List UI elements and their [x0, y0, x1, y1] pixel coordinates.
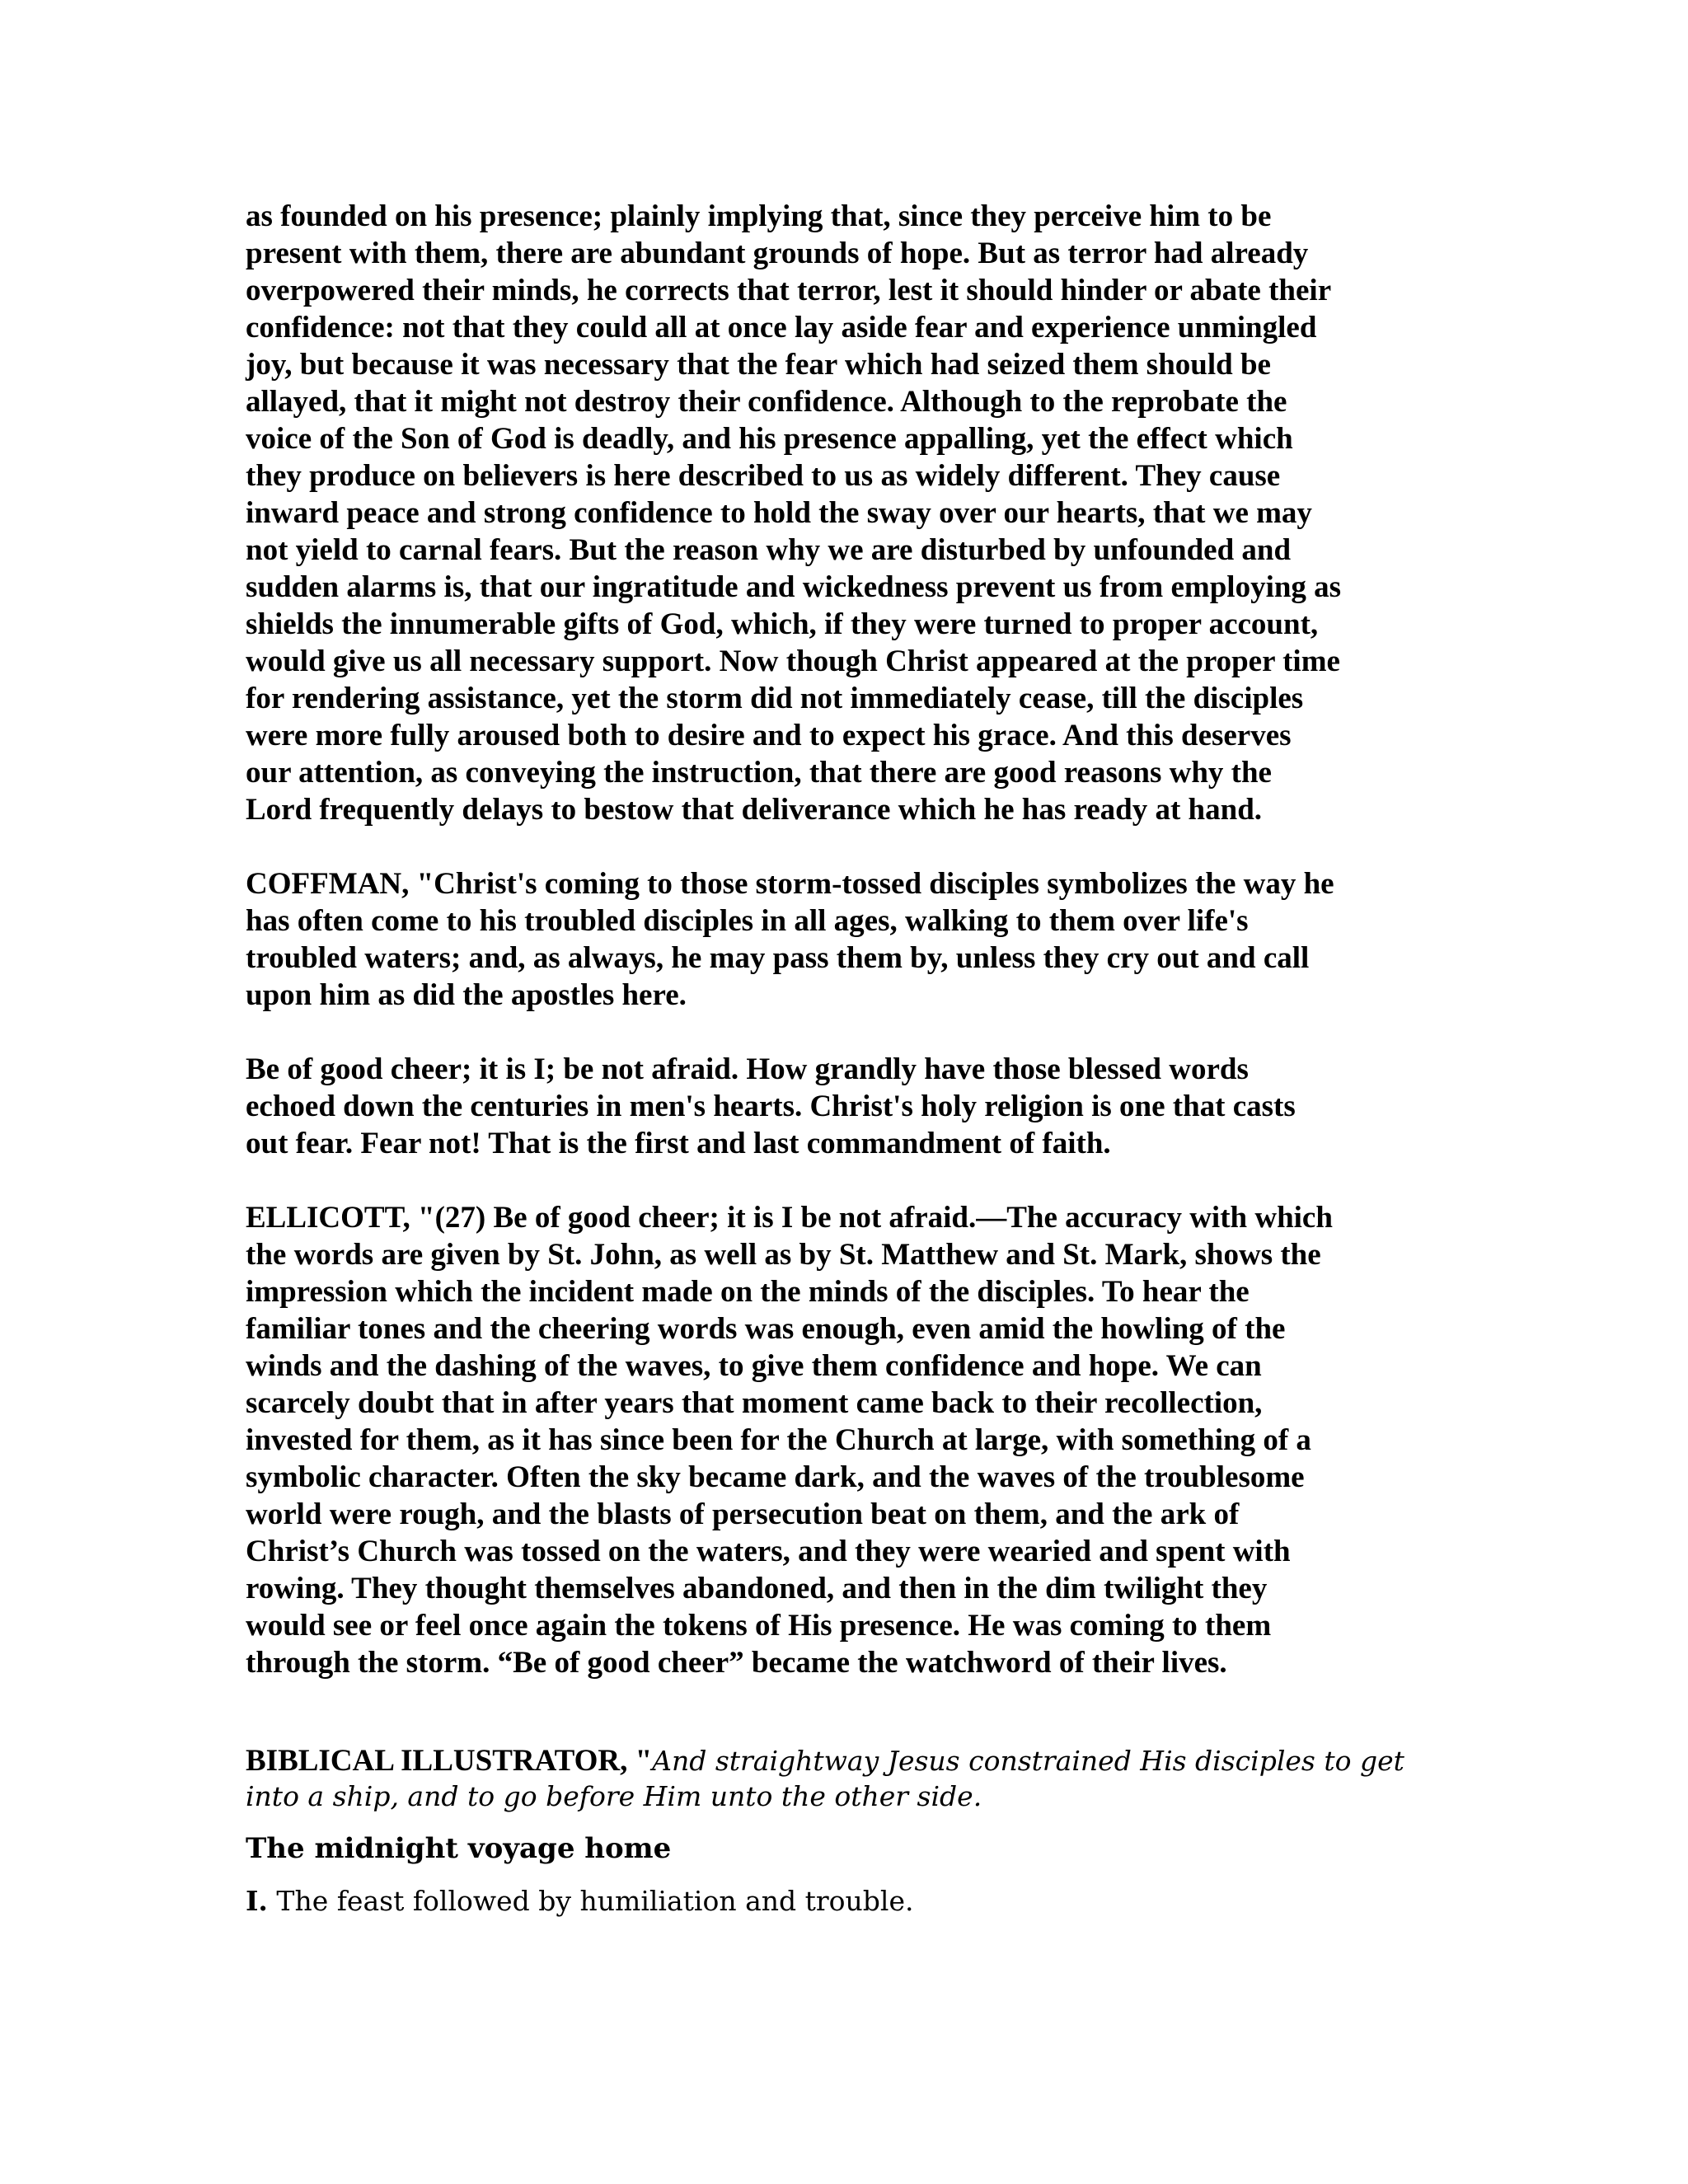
text-line: troubled waters; and, as always, he may pass them by, unless they cry out and call — [246, 941, 1310, 975]
text-line: present with them, there are abundant grounds of hope. But as terror had already — [246, 237, 1309, 270]
text-line: were more fully aroused both to desire and to expect his grace. And this deserves — [246, 719, 1292, 752]
text-line: shields the innumerable gifts of God, which, if they were turned to proper account, — [246, 607, 1319, 641]
text-line: voice of the Son of God is deadly, and his presence appalling, yet the effect which — [246, 422, 1293, 456]
text-line: our attention, as conveying the instruction, that there are good reasons why the — [246, 756, 1272, 790]
text-line: not yield to carnal fears. But the reason why we are disturbed by unfounded and — [246, 533, 1292, 567]
text-line: scarcely doubt that in after years that moment came back to their recollection, — [246, 1386, 1263, 1420]
text-line: echoed down the centuries in men's hearts. Christ's holy religion is one that casts — [246, 1090, 1296, 1123]
text-line: impression which the incident made on the minds of the disciples. To hear the — [246, 1275, 1250, 1309]
text-line: inward peace and strong confidence to hold the sway over our hearts, that we may — [246, 496, 1312, 530]
text-line: COFFMAN, "Christ's coming to those storm-tossed disciples symbolizes the way he — [246, 867, 1334, 901]
illustrator-intro-line — [246, 1744, 1404, 1779]
text-line: confidence: not that they could all at once lay aside fear and experience unmingled — [246, 311, 1317, 344]
text-line: as founded on his presence; plainly implying that, since they perceive him to be — [246, 199, 1272, 233]
text-line: would see or feel once again the tokens of His presence. He was coming to them — [246, 1609, 1272, 1643]
text-line: world were rough, and the blasts of persecution beat on them, and the ark of — [246, 1497, 1240, 1531]
text-line: symbolic character. Often the sky became dark, and the waves of the troublesome — [246, 1460, 1305, 1494]
outline-point-text: The feast followed by humiliation and trouble. — [267, 1885, 914, 1917]
text-line: the words are given by St. John, as well as by St. Matthew and St. Mark, shows the — [246, 1238, 1321, 1272]
text-line: sudden alarms is, that our ingratitude and wickedness prevent us from employing as — [246, 570, 1342, 604]
text-line: Christ’s Church was tossed on the waters, and they were wearied and spent with — [246, 1535, 1291, 1568]
text-line: Lord frequently delays to bestow that deliverance which he has ready at hand. — [246, 793, 1263, 827]
illustrator-quote-continued: into a ship, and to go before Him unto the other side. — [246, 1780, 982, 1812]
text-line: ELLICOTT, "(27) Be of good cheer; it is I be not afraid.—The accuracy with which — [246, 1201, 1333, 1235]
text-line: upon him as did the apostles here. — [246, 978, 687, 1012]
text-line: joy, but because it was necessary that the fear which had seized them should be — [246, 348, 1271, 382]
text-line: invested for them, as it has since been for the Church at large, with something of a — [246, 1423, 1311, 1457]
text-line: rowing. They thought themselves abandoned, and then in the dim twilight they — [246, 1572, 1268, 1605]
section-heading: The midnight voyage home — [246, 1832, 672, 1865]
illustrator-label: BIBLICAL ILLUSTRATOR, " — [246, 1744, 653, 1778]
text-line: would give us all necessary support. Now though Christ appeared at the proper time — [246, 644, 1340, 678]
outline-point-number: I. — [246, 1885, 268, 1917]
text-line: for rendering assistance, yet the storm did not immediately cease, till the disciples — [246, 682, 1304, 715]
outline-point — [246, 1884, 913, 1919]
text-line: allayed, that it might not destroy their confidence. Although to the reprobate the — [246, 385, 1287, 419]
text-line: through the storm. “Be of good cheer” became the watchword of their lives. — [246, 1646, 1227, 1680]
text-line: has often come to his troubled disciples in all ages, walking to them over life's — [246, 904, 1249, 938]
text-line: Be of good cheer; it is I; be not afraid. How grandly have those blessed words — [246, 1052, 1249, 1086]
text-line: familiar tones and the cheering words was enough, even amid the howling of the — [246, 1312, 1286, 1346]
text-line: they produce on believers is here described to us as widely different. They cause — [246, 459, 1281, 493]
illustrator-quote: And straightway Jesus constrained His disciples to get — [652, 1745, 1404, 1777]
text-line: out fear. Fear not! That is the first and last commandment of faith. — [246, 1127, 1111, 1160]
text-line: winds and the dashing of the waves, to give them confidence and hope. We can — [246, 1349, 1262, 1383]
text-line: overpowered their minds, he corrects that terror, lest it should hinder or abate their — [246, 274, 1332, 307]
